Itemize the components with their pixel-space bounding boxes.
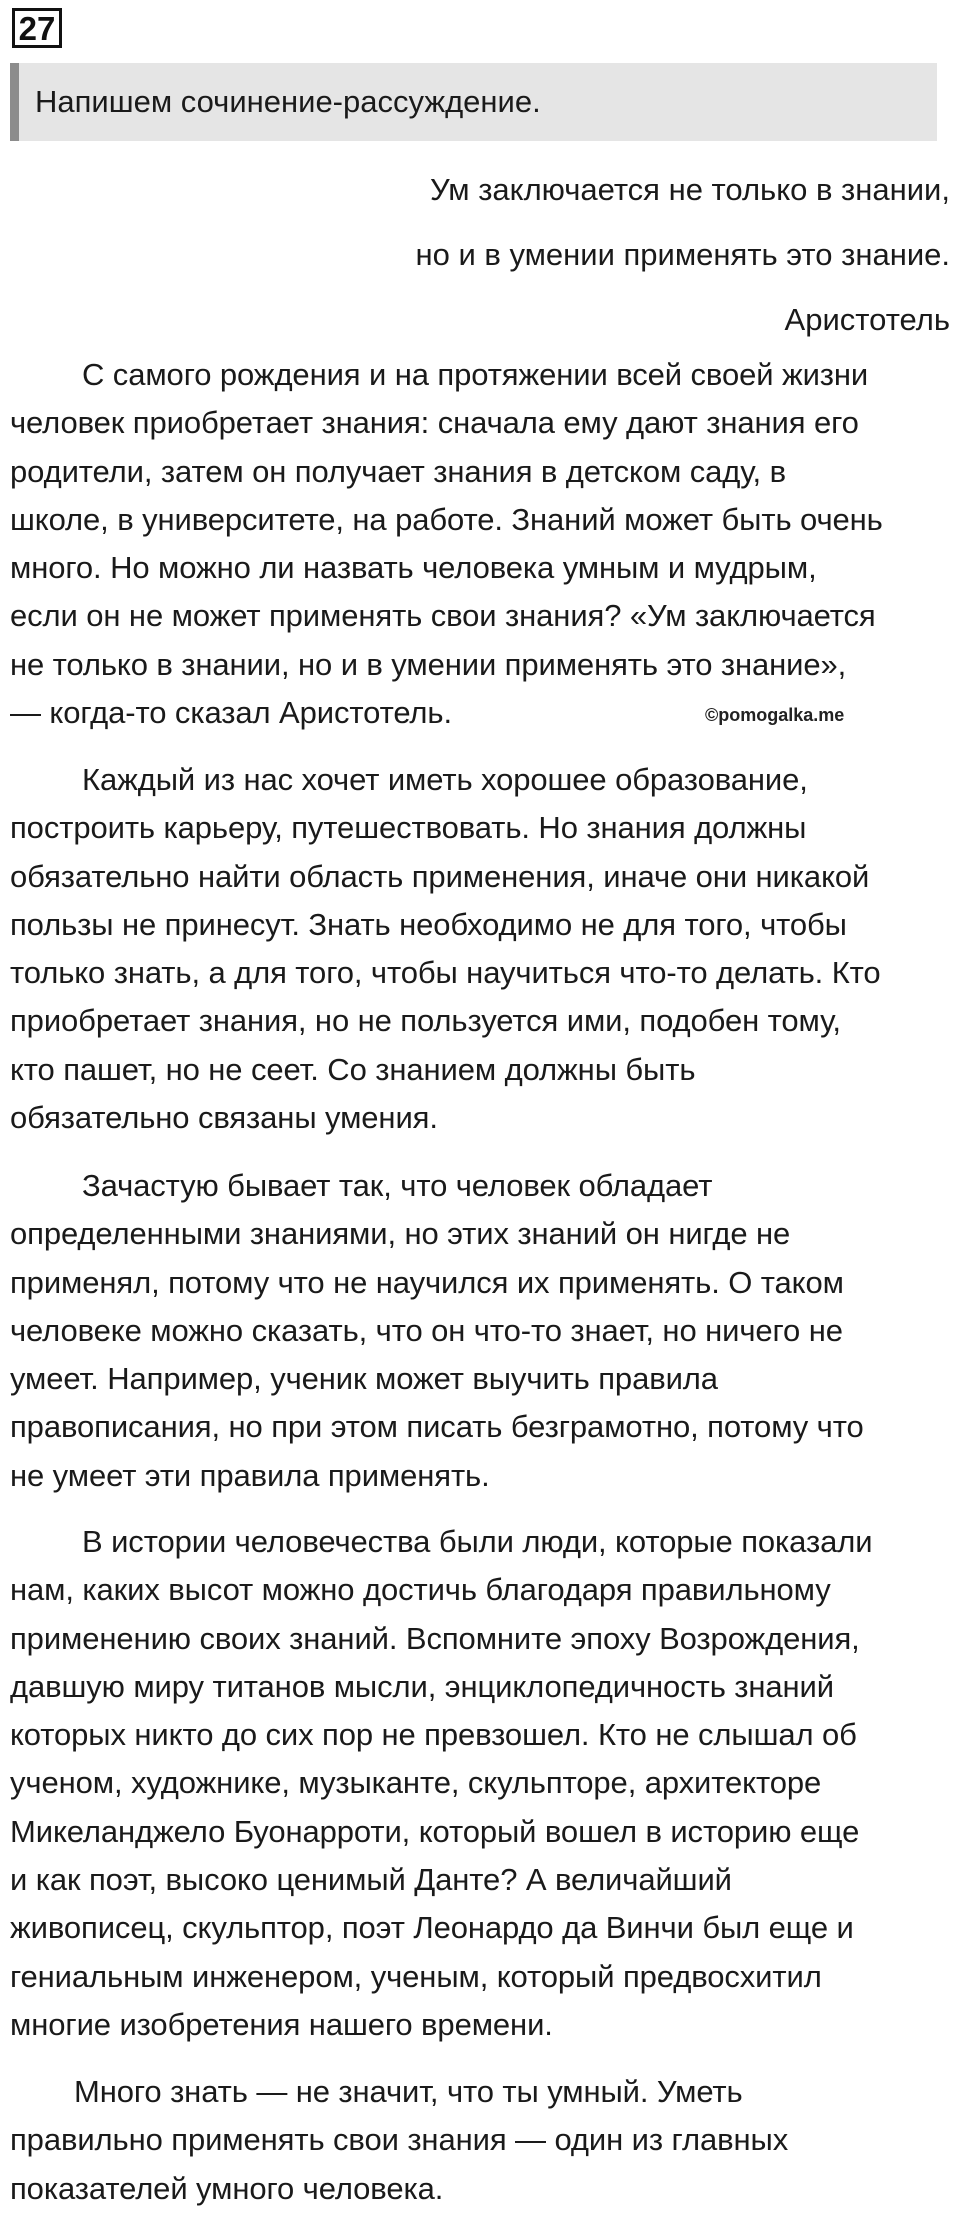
text-line: правописания, но при этом писать безграмотно, потому что — [10, 1409, 864, 1445]
text-line: кто пашет, но не сеет. Со знанием должны быть — [10, 1051, 696, 1087]
text-line: не только в знании, но и в умении применять это знание», — [10, 646, 847, 682]
text-line: живописец, скульптор, поэт Леонардо да Винчи был еще и — [10, 1910, 854, 1946]
text-line: показателей умного человека. — [10, 2170, 444, 2206]
epigraph-line-2: но и в умении применять это знание. — [415, 237, 950, 272]
paragraph-1 — [10, 351, 950, 737]
text-line: умеет. Например, ученик может выучить правила — [10, 1361, 718, 1397]
epigraph — [415, 157, 950, 352]
text-line: построить карьеру, путешествовать. Но знания должны — [10, 810, 807, 846]
epigraph-line-1: Ум заключается не только в знании, — [429, 172, 950, 207]
text-line: Каждый из нас хочет иметь хорошее образование, — [82, 762, 808, 797]
text-line: — когда-то сказал Аристотель. — [10, 695, 452, 731]
text-line: школе, в университете, на работе. Знаний может быть очень — [10, 501, 883, 537]
text-line: нам, каких высот можно достичь благодаря правильному — [10, 1572, 831, 1608]
text-line: В истории человечества были люди, которые показали — [82, 1524, 873, 1559]
task-number-badge: 27 — [12, 8, 62, 48]
text-line: С самого рождения и на протяжении всей своей жизни — [82, 357, 869, 392]
text-line: Много знать — не значит, что ты умный. Уметь — [74, 2074, 743, 2109]
epigraph-author: Аристотель — [784, 302, 950, 337]
text-line: ученом, художнике, музыканте, скульпторе, архитекторе — [10, 1765, 822, 1801]
text-line: обязательно связаны умения. — [10, 1100, 438, 1136]
text-line: давшую миру титанов мысли, энциклопедичность знаний — [10, 1668, 834, 1704]
paragraph-5 — [10, 2068, 950, 2213]
text-line: которых никто до сих пор не превзошел. Кто не слышал об — [10, 1717, 857, 1753]
paragraph-4 — [10, 1518, 950, 2049]
text-line: гениальным инженером, ученым, который предвосхитил — [10, 1958, 822, 1994]
text-line: Микеланджело Буонарроти, который вошел в историю еще — [10, 1813, 860, 1849]
text-line: Зачастую бывает так, что человек обладает — [82, 1168, 713, 1203]
paragraph-2 — [10, 756, 950, 1142]
text-line: не умеет эти правила применять. — [10, 1457, 490, 1493]
watermark: ©pomogalka.me — [705, 705, 845, 725]
text-line: и как поэт, высоко ценимый Данте? А величайший — [10, 1862, 732, 1898]
text-line: приобретает знания, но не пользуется ими, подобен тому, — [10, 1003, 841, 1039]
text-line: если он не может применять свои знания? «Ум заключается — [10, 598, 876, 634]
text-line: определенными знаниями, но этих знаний он нигде не — [10, 1216, 791, 1252]
text-line: применению своих знаний. Вспомните эпоху Возрождения, — [10, 1620, 860, 1656]
text-line: родители, затем он получает знания в детском саду, в — [10, 453, 786, 489]
section-heading: Напишем сочинение-рассуждение. — [10, 63, 937, 141]
text-line: применял, потому что не научился их применять. О таком — [10, 1264, 844, 1300]
text-line: человеке можно сказать, что он что-то знает, но ничего не — [10, 1312, 843, 1348]
text-line: обязательно найти область применения, иначе они никакой — [10, 858, 870, 894]
text-line: пользы не принесут. Знать необходимо не для того, чтобы — [10, 906, 847, 942]
paragraph-3 — [10, 1162, 950, 1500]
text-line: правильно применять свои знания — один из главных — [10, 2122, 789, 2158]
text-line: человек приобретает знания: сначала ему дают знания его — [10, 405, 859, 441]
text-line: многие изобретения нашего времени. — [10, 2006, 553, 2042]
text-line: много. Но можно ли назвать человека умным и мудрым, — [10, 550, 817, 586]
text-line: только знать, а для того, чтобы научиться что-то делать. Кто — [10, 955, 881, 991]
